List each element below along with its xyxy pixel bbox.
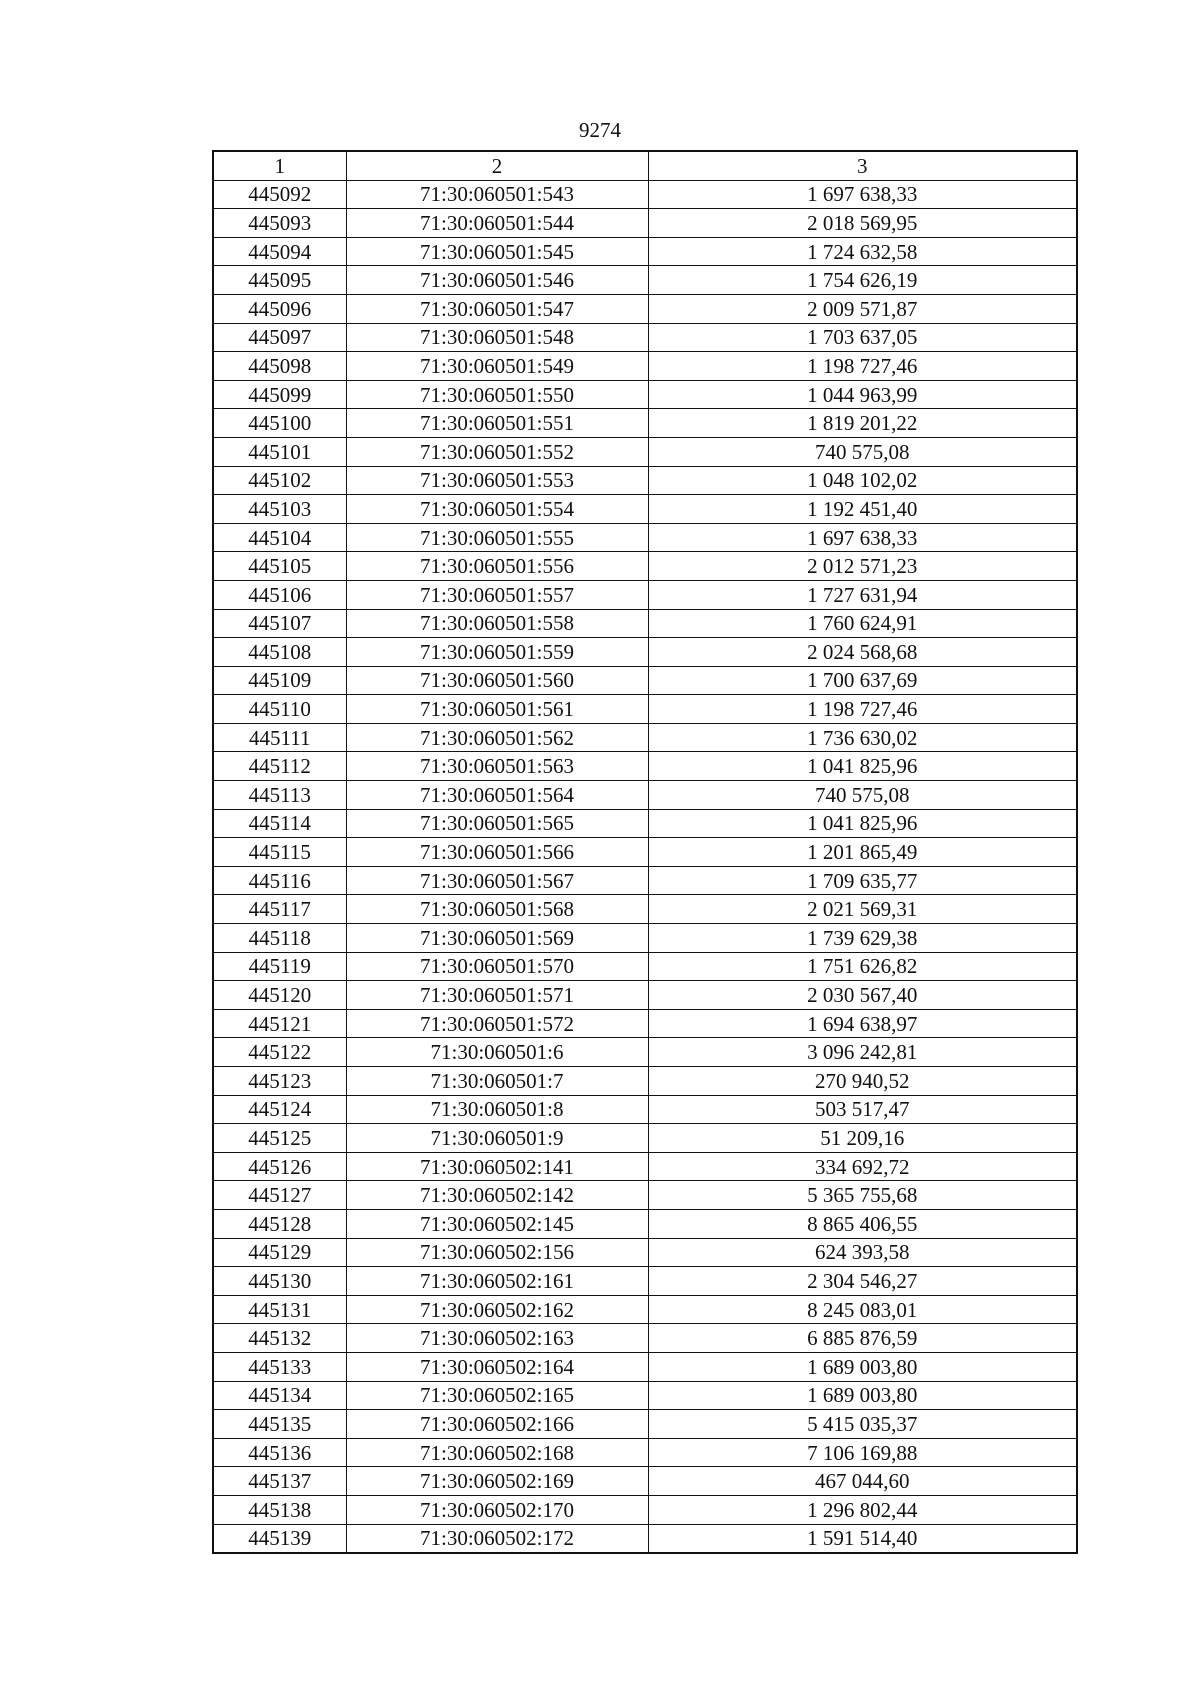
table-header-row <box>213 151 1077 180</box>
cadastral-value-table <box>212 150 1078 1554</box>
cell-row-number: 445098 <box>213 352 346 381</box>
cell-cadastral-number: 71:30:060501:570 <box>346 952 648 981</box>
cell-cadastral-value: 1 201 865,49 <box>648 838 1077 867</box>
cell-cadastral-number: 71:30:060501:558 <box>346 609 648 638</box>
cell-cadastral-number: 71:30:060502:142 <box>346 1181 648 1210</box>
cell-cadastral-number: 71:30:060502:169 <box>346 1467 648 1496</box>
cell-cadastral-value: 1 591 514,40 <box>648 1524 1077 1553</box>
cell-cadastral-number: 71:30:060502:145 <box>346 1209 648 1238</box>
table-row <box>213 838 1077 867</box>
cell-row-number: 445138 <box>213 1495 346 1524</box>
table-row <box>213 209 1077 238</box>
cell-cadastral-number: 71:30:060501:547 <box>346 294 648 323</box>
cell-row-number: 445132 <box>213 1324 346 1353</box>
cell-cadastral-value: 2 018 569,95 <box>648 209 1077 238</box>
cell-cadastral-number: 71:30:060501:561 <box>346 695 648 724</box>
cell-cadastral-value: 1 694 638,97 <box>648 1009 1077 1038</box>
cell-row-number: 445130 <box>213 1267 346 1296</box>
cell-row-number: 445121 <box>213 1009 346 1038</box>
table-row <box>213 981 1077 1010</box>
cell-cadastral-value: 1 198 727,46 <box>648 695 1077 724</box>
cell-row-number: 445094 <box>213 237 346 266</box>
cell-cadastral-number: 71:30:060501:564 <box>346 781 648 810</box>
cell-row-number: 445103 <box>213 495 346 524</box>
column-header-cadastral-value: 3 <box>648 151 1077 180</box>
cell-cadastral-value: 467 044,60 <box>648 1467 1077 1496</box>
table-row <box>213 552 1077 581</box>
cell-cadastral-number: 71:30:060502:164 <box>346 1352 648 1381</box>
cell-row-number: 445112 <box>213 752 346 781</box>
cell-cadastral-value: 5 415 035,37 <box>648 1410 1077 1439</box>
cell-cadastral-number: 71:30:060501:556 <box>346 552 648 581</box>
table-row <box>213 1267 1077 1296</box>
cell-row-number: 445116 <box>213 866 346 895</box>
cell-cadastral-value: 1 709 635,77 <box>648 866 1077 895</box>
cell-row-number: 445109 <box>213 666 346 695</box>
cell-cadastral-value: 270 940,52 <box>648 1067 1077 1096</box>
table-row <box>213 609 1077 638</box>
cell-cadastral-number: 71:30:060501:553 <box>346 466 648 495</box>
cell-cadastral-number: 71:30:060501:567 <box>346 866 648 895</box>
cell-cadastral-value: 8 245 083,01 <box>648 1295 1077 1324</box>
cell-cadastral-number: 71:30:060501:554 <box>346 495 648 524</box>
cell-row-number: 445105 <box>213 552 346 581</box>
table-row <box>213 1152 1077 1181</box>
table-row <box>213 409 1077 438</box>
cell-row-number: 445115 <box>213 838 346 867</box>
table-row <box>213 752 1077 781</box>
table-row <box>213 895 1077 924</box>
cell-row-number: 445118 <box>213 924 346 953</box>
cell-row-number: 445128 <box>213 1209 346 1238</box>
table-row <box>213 466 1077 495</box>
cell-cadastral-value: 1 697 638,33 <box>648 180 1077 209</box>
table-row <box>213 380 1077 409</box>
cell-cadastral-value: 2 012 571,23 <box>648 552 1077 581</box>
cell-cadastral-value: 334 692,72 <box>648 1152 1077 1181</box>
cell-cadastral-value: 1 044 963,99 <box>648 380 1077 409</box>
table-row <box>213 294 1077 323</box>
cell-cadastral-value: 1 192 451,40 <box>648 495 1077 524</box>
cell-cadastral-number: 71:30:060501:557 <box>346 580 648 609</box>
cell-row-number: 445110 <box>213 695 346 724</box>
cell-cadastral-number: 71:30:060501:549 <box>346 352 648 381</box>
table-row <box>213 1352 1077 1381</box>
cell-cadastral-number: 71:30:060501:565 <box>346 809 648 838</box>
cell-cadastral-number: 71:30:060501:543 <box>346 180 648 209</box>
cell-row-number: 445114 <box>213 809 346 838</box>
cell-row-number: 445135 <box>213 1410 346 1439</box>
cell-cadastral-number: 71:30:060502:162 <box>346 1295 648 1324</box>
table-row <box>213 695 1077 724</box>
cell-cadastral-value: 1 727 631,94 <box>648 580 1077 609</box>
table-row <box>213 580 1077 609</box>
cell-cadastral-number: 71:30:060501:569 <box>346 924 648 953</box>
cell-row-number: 445129 <box>213 1238 346 1267</box>
cell-cadastral-value: 1 689 003,80 <box>648 1381 1077 1410</box>
cell-cadastral-number: 71:30:060501:566 <box>346 838 648 867</box>
table-row <box>213 781 1077 810</box>
table-row <box>213 952 1077 981</box>
table-row <box>213 666 1077 695</box>
cell-cadastral-value: 1 296 802,44 <box>648 1495 1077 1524</box>
table-row <box>213 1524 1077 1553</box>
cell-cadastral-value: 2 024 568,68 <box>648 638 1077 667</box>
cell-cadastral-value: 740 575,08 <box>648 781 1077 810</box>
cell-row-number: 445124 <box>213 1095 346 1124</box>
cell-row-number: 445102 <box>213 466 346 495</box>
cell-row-number: 445134 <box>213 1381 346 1410</box>
cell-cadastral-number: 71:30:060501:555 <box>346 523 648 552</box>
cell-row-number: 445133 <box>213 1352 346 1381</box>
cell-row-number: 445107 <box>213 609 346 638</box>
table-body <box>213 180 1077 1553</box>
cell-row-number: 445113 <box>213 781 346 810</box>
table-row <box>213 1209 1077 1238</box>
cell-cadastral-value: 3 096 242,81 <box>648 1038 1077 1067</box>
cell-cadastral-value: 1 689 003,80 <box>648 1352 1077 1381</box>
table-row <box>213 1410 1077 1439</box>
cell-cadastral-number: 71:30:060502:163 <box>346 1324 648 1353</box>
cell-cadastral-number: 71:30:060502:141 <box>346 1152 648 1181</box>
cell-row-number: 445117 <box>213 895 346 924</box>
cell-row-number: 445122 <box>213 1038 346 1067</box>
cell-cadastral-number: 71:30:060501:560 <box>346 666 648 695</box>
cell-cadastral-number: 71:30:060501:550 <box>346 380 648 409</box>
table-row <box>213 1038 1077 1067</box>
table-row <box>213 1438 1077 1467</box>
table-row <box>213 1181 1077 1210</box>
cell-cadastral-number: 71:30:060501:548 <box>346 323 648 352</box>
cell-cadastral-number: 71:30:060501:552 <box>346 437 648 466</box>
cell-cadastral-value: 1 739 629,38 <box>648 924 1077 953</box>
cell-row-number: 445139 <box>213 1524 346 1553</box>
cell-cadastral-number: 71:30:060501:568 <box>346 895 648 924</box>
cell-cadastral-value: 1 760 624,91 <box>648 609 1077 638</box>
table-row <box>213 1124 1077 1153</box>
cell-cadastral-number: 71:30:060502:156 <box>346 1238 648 1267</box>
cell-row-number: 445093 <box>213 209 346 238</box>
cell-cadastral-number: 71:30:060501:572 <box>346 1009 648 1038</box>
cell-cadastral-number: 71:30:060502:168 <box>346 1438 648 1467</box>
table-row <box>213 437 1077 466</box>
cell-cadastral-number: 71:30:060501:559 <box>346 638 648 667</box>
cell-cadastral-number: 71:30:060501:6 <box>346 1038 648 1067</box>
table-row <box>213 1238 1077 1267</box>
cell-cadastral-number: 71:30:060501:9 <box>346 1124 648 1153</box>
cell-cadastral-value: 1 751 626,82 <box>648 952 1077 981</box>
cell-cadastral-value: 8 865 406,55 <box>648 1209 1077 1238</box>
cell-cadastral-value: 2 030 567,40 <box>648 981 1077 1010</box>
cell-row-number: 445127 <box>213 1181 346 1210</box>
cell-row-number: 445120 <box>213 981 346 1010</box>
cell-cadastral-value: 503 517,47 <box>648 1095 1077 1124</box>
cell-cadastral-value: 1 041 825,96 <box>648 809 1077 838</box>
cell-cadastral-value: 7 106 169,88 <box>648 1438 1077 1467</box>
table-row <box>213 1095 1077 1124</box>
cell-cadastral-value: 51 209,16 <box>648 1124 1077 1153</box>
cell-cadastral-number: 71:30:060502:161 <box>346 1267 648 1296</box>
table-row <box>213 924 1077 953</box>
cell-row-number: 445119 <box>213 952 346 981</box>
table-row <box>213 809 1077 838</box>
cell-row-number: 445097 <box>213 323 346 352</box>
cell-row-number: 445123 <box>213 1067 346 1096</box>
cell-row-number: 445126 <box>213 1152 346 1181</box>
cell-cadastral-value: 1 048 102,02 <box>648 466 1077 495</box>
table-row <box>213 266 1077 295</box>
cell-row-number: 445092 <box>213 180 346 209</box>
column-header-cadastral-number: 2 <box>346 151 648 180</box>
cell-cadastral-value: 740 575,08 <box>648 437 1077 466</box>
cell-row-number: 445108 <box>213 638 346 667</box>
cell-cadastral-value: 2 304 546,27 <box>648 1267 1077 1296</box>
cell-row-number: 445101 <box>213 437 346 466</box>
table-row <box>213 237 1077 266</box>
table-row <box>213 523 1077 552</box>
cell-row-number: 445106 <box>213 580 346 609</box>
cell-cadastral-number: 71:30:060501:8 <box>346 1095 648 1124</box>
cell-cadastral-number: 71:30:060501:546 <box>346 266 648 295</box>
cell-row-number: 445099 <box>213 380 346 409</box>
table-row <box>213 1324 1077 1353</box>
table-row <box>213 1009 1077 1038</box>
cell-cadastral-number: 71:30:060501:545 <box>346 237 648 266</box>
column-header-number: 1 <box>213 151 346 180</box>
cell-cadastral-value: 1 736 630,02 <box>648 723 1077 752</box>
table-row <box>213 1295 1077 1324</box>
table-row <box>213 323 1077 352</box>
table-row <box>213 1381 1077 1410</box>
cell-cadastral-value: 6 885 876,59 <box>648 1324 1077 1353</box>
table-row <box>213 638 1077 667</box>
cell-cadastral-number: 71:30:060502:172 <box>346 1524 648 1553</box>
table-row <box>213 866 1077 895</box>
cell-cadastral-number: 71:30:060501:563 <box>346 752 648 781</box>
cell-cadastral-value: 1 754 626,19 <box>648 266 1077 295</box>
cell-row-number: 445100 <box>213 409 346 438</box>
cell-row-number: 445125 <box>213 1124 346 1153</box>
cell-cadastral-number: 71:30:060502:166 <box>346 1410 648 1439</box>
table-row <box>213 495 1077 524</box>
page-number: 9274 <box>579 118 621 142</box>
cell-cadastral-value: 1 703 637,05 <box>648 323 1077 352</box>
table-row <box>213 723 1077 752</box>
cell-cadastral-number: 71:30:060502:165 <box>346 1381 648 1410</box>
cell-row-number: 445111 <box>213 723 346 752</box>
table-row <box>213 1467 1077 1496</box>
cell-cadastral-number: 71:30:060502:170 <box>346 1495 648 1524</box>
cell-cadastral-value: 2 009 571,87 <box>648 294 1077 323</box>
cell-cadastral-value: 1 724 632,58 <box>648 237 1077 266</box>
cell-cadastral-number: 71:30:060501:544 <box>346 209 648 238</box>
cell-cadastral-value: 5 365 755,68 <box>648 1181 1077 1210</box>
cell-row-number: 445104 <box>213 523 346 552</box>
cell-row-number: 445131 <box>213 1295 346 1324</box>
cell-cadastral-value: 1 041 825,96 <box>648 752 1077 781</box>
cell-cadastral-number: 71:30:060501:551 <box>346 409 648 438</box>
table-row <box>213 1495 1077 1524</box>
cell-cadastral-value: 1 697 638,33 <box>648 523 1077 552</box>
cell-cadastral-value: 1 819 201,22 <box>648 409 1077 438</box>
table-row <box>213 180 1077 209</box>
cell-cadastral-value: 2 021 569,31 <box>648 895 1077 924</box>
cell-cadastral-value: 624 393,58 <box>648 1238 1077 1267</box>
cell-row-number: 445137 <box>213 1467 346 1496</box>
cell-row-number: 445136 <box>213 1438 346 1467</box>
cell-row-number: 445096 <box>213 294 346 323</box>
table-row <box>213 352 1077 381</box>
cell-cadastral-number: 71:30:060501:571 <box>346 981 648 1010</box>
cell-cadastral-value: 1 700 637,69 <box>648 666 1077 695</box>
cell-row-number: 445095 <box>213 266 346 295</box>
table-row <box>213 1067 1077 1096</box>
cell-cadastral-number: 71:30:060501:562 <box>346 723 648 752</box>
cell-cadastral-value: 1 198 727,46 <box>648 352 1077 381</box>
cell-cadastral-number: 71:30:060501:7 <box>346 1067 648 1096</box>
